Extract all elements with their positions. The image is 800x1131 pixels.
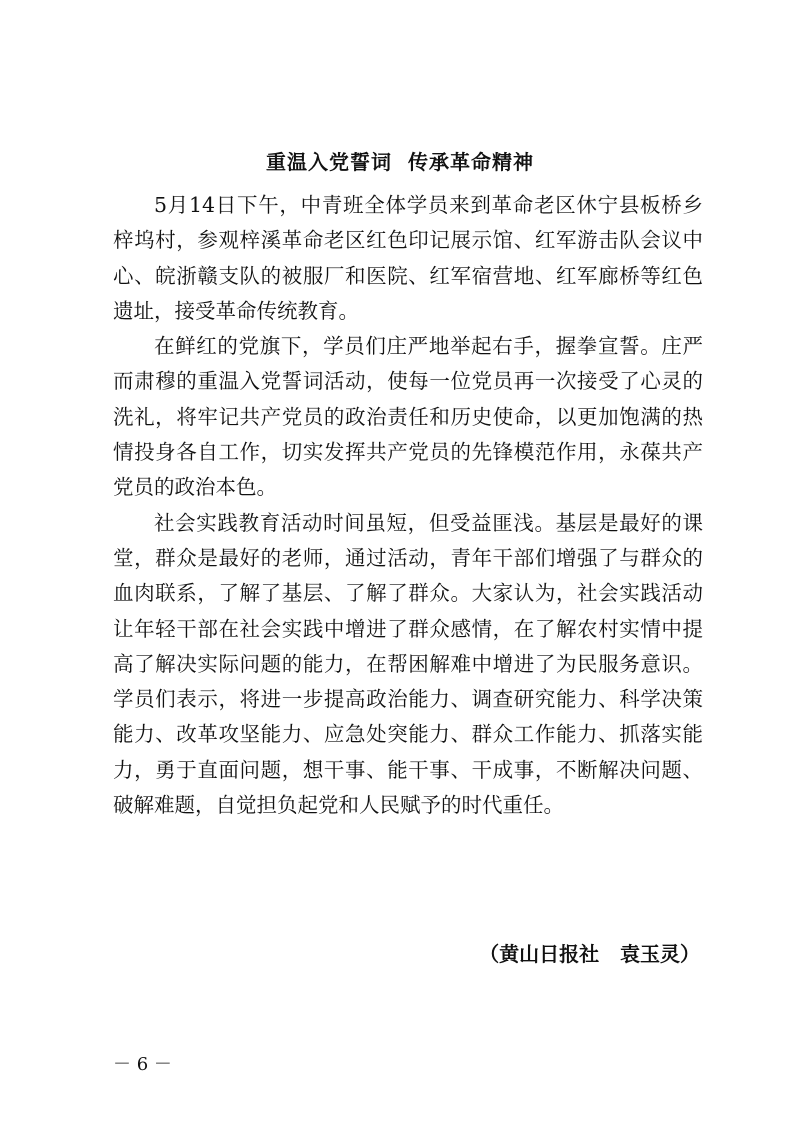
article-body xyxy=(113,188,703,823)
paragraph-3: 社会实践教育活动时间虽短，但受益匪浅。基层是最好的课堂，群众是最好的老师，通过活动，青年干部们增强了与群众的血肉联系，了解了基层、了解了群众。大家认为，社会实践活动让年轻干部在社会实践中增进了群众感情，在了解农村实情中提高了解决实际问题的能力，在帮困解难中增进了为民服务意识。学员们表示，将进一步提高政治能力、调查研究能力、科学决策能力、改革攻坚能力、应急处突能力、群众工作能力、抓落实能力，勇于直面问题，想干事、能干事、干成事，不断解决问题、破解难题，自觉担负起党和人民赋予的时代重任。 xyxy=(113,510,703,818)
paragraph-1: 5月14日下午，中青班全体学员来到革命老区休宁县板桥乡梓坞村，参观梓溪革命老区红色印记展示馆、红军游击队会议中心、皖浙赣支队的被服厂和医院、红军宿营地、红军廊桥等红色遗址，接受革命传统教育。 xyxy=(113,193,703,323)
page-number: － 6 － xyxy=(113,1054,172,1075)
article-title: 重温入党誓词 传承革命精神 xyxy=(266,150,534,174)
author-signature: （黄山日报社 袁玉灵） xyxy=(479,942,700,966)
paragraph-2: 在鲜红的党旗下，学员们庄严地举起右手，握拳宣誓。庄严而肃穆的重温入党誓词活动，使每一位党员再一次接受了心灵的洗礼，将牢记共产党员的政治责任和历史使命，以更加饱满的热情投身各自工作，切实发挥共产党员的先锋模范作用，永葆共产党员的政治本色。 xyxy=(113,334,703,500)
